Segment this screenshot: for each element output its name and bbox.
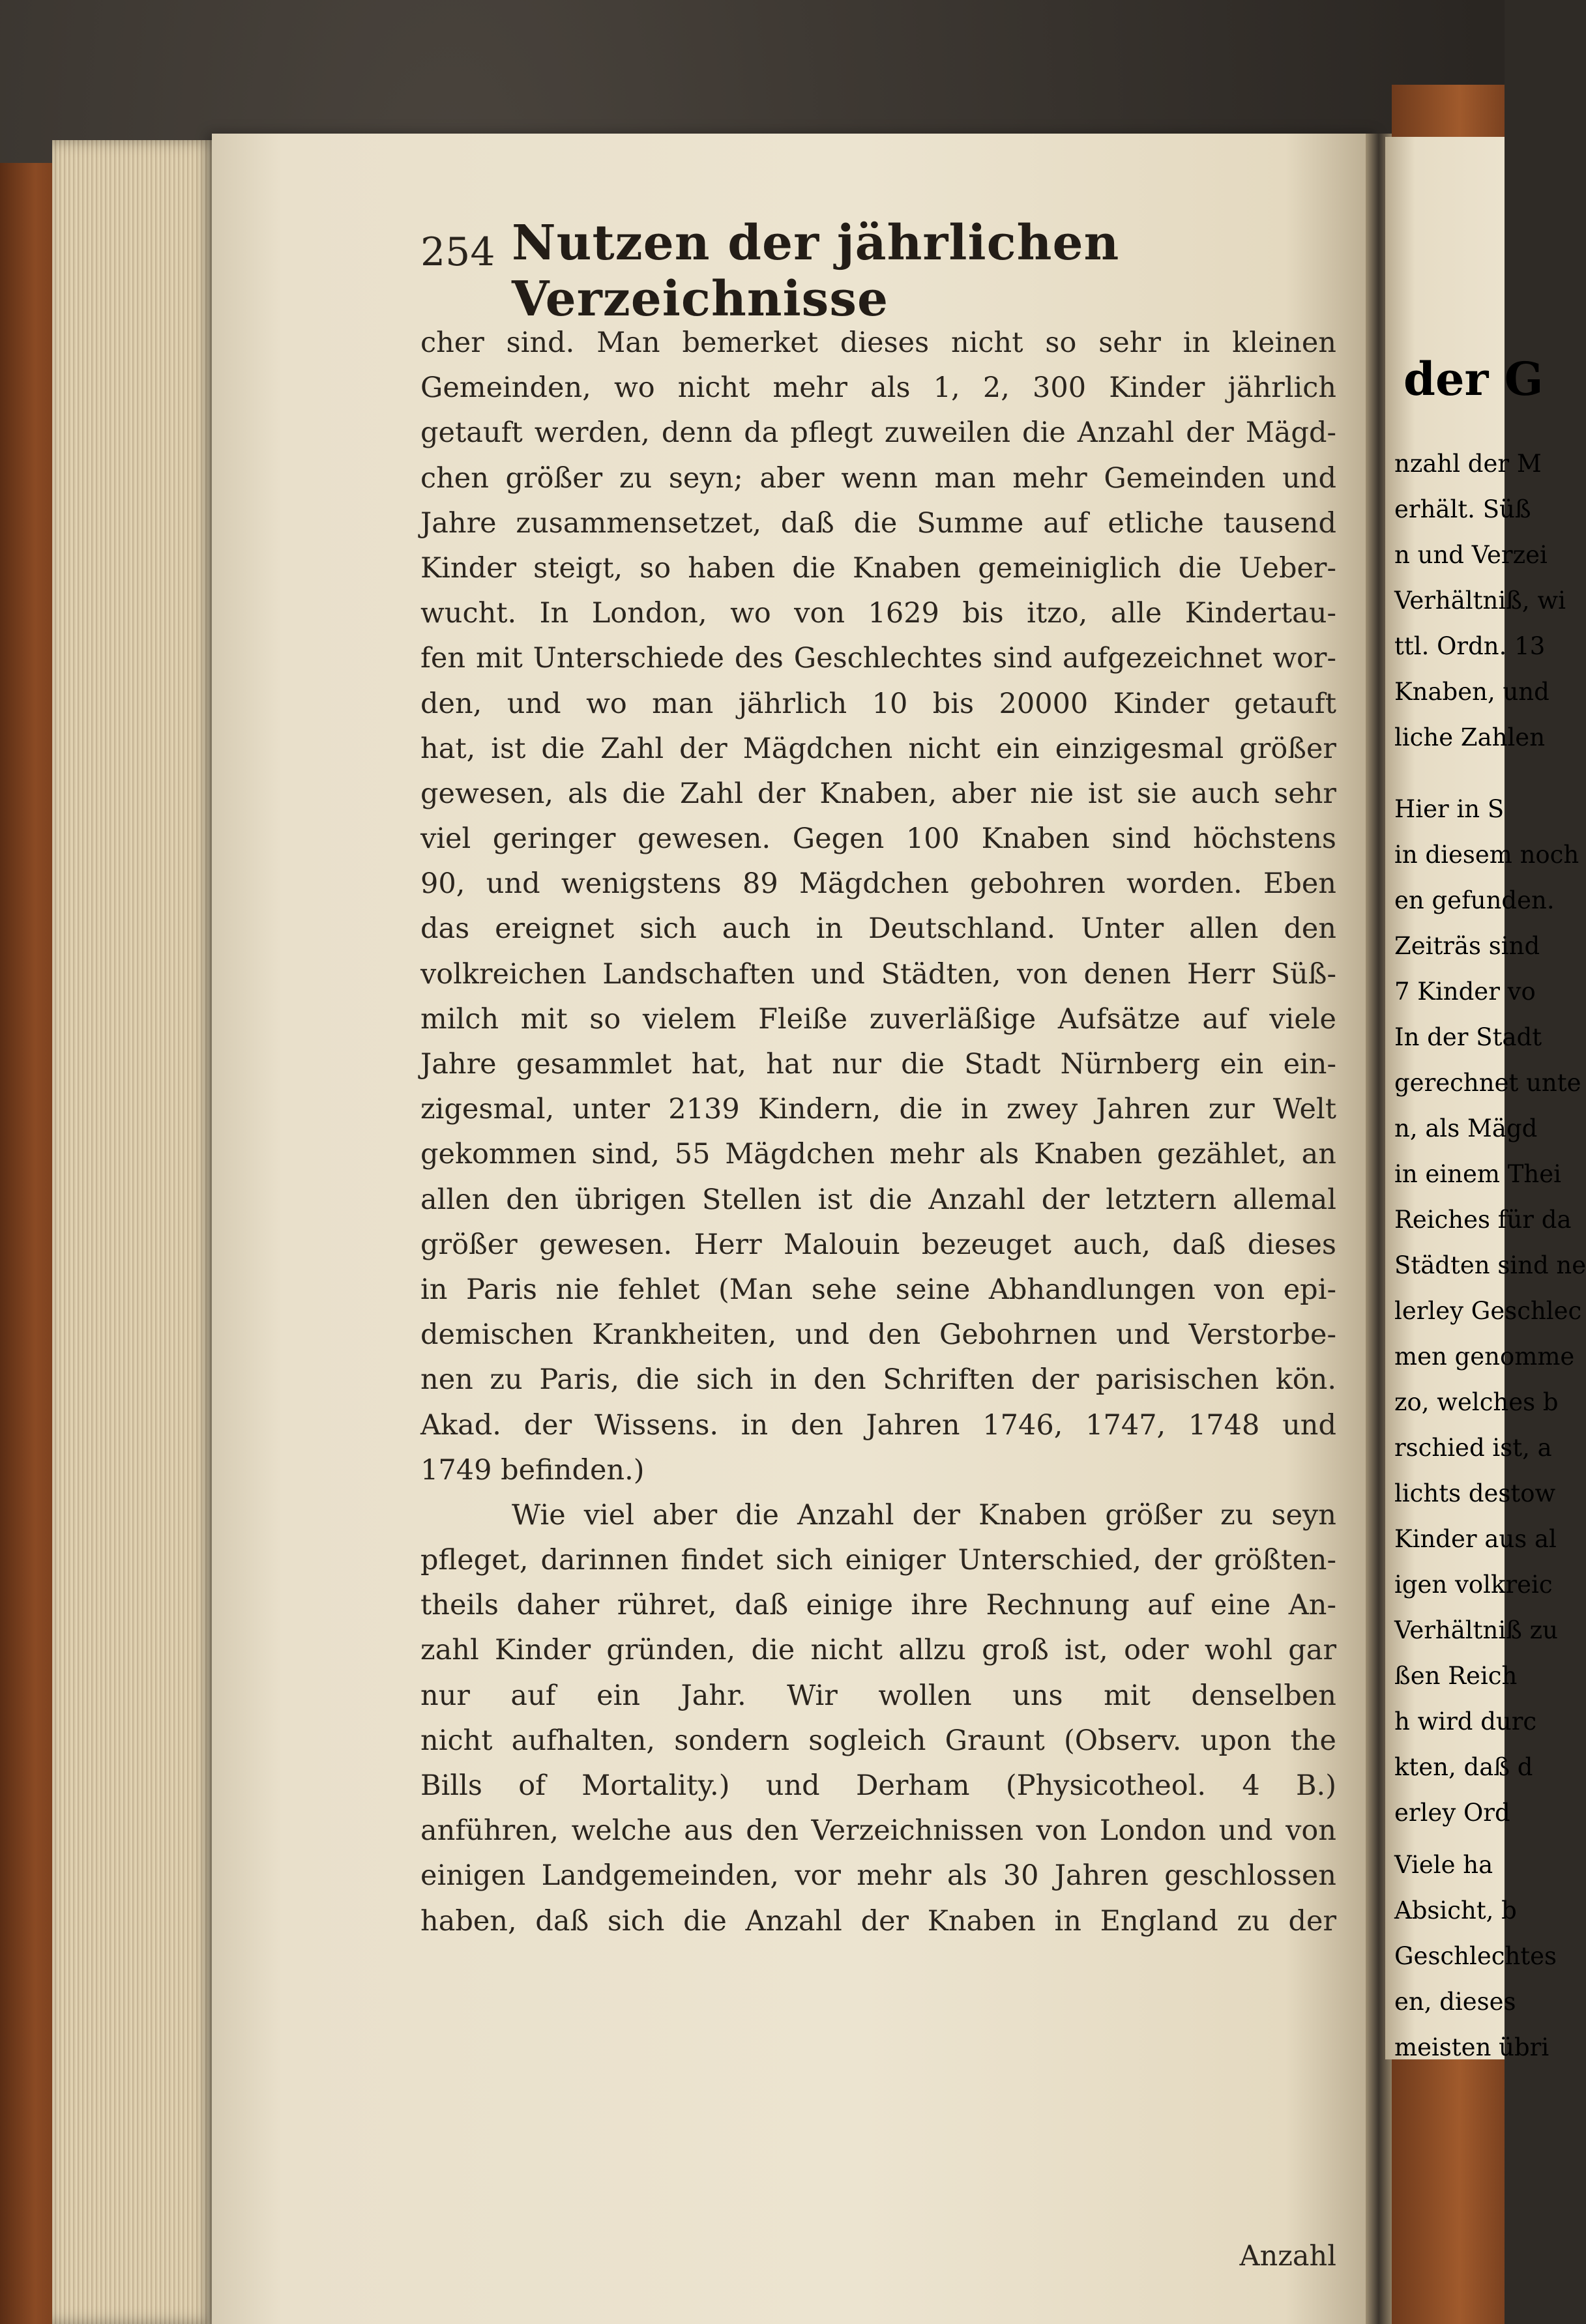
text-line: nicht aufhalten, sondern sogleich Graunt (Observ. upon the bbox=[420, 1724, 1336, 1757]
text-line: Gemeinden, wo nicht mehr als 1, 2, 300 Kinder jährlich bbox=[420, 371, 1336, 405]
text-line: nur auf ein Jahr. Wir wollen uns mit denselben bbox=[420, 1679, 1336, 1712]
text-line: gewesen, als die Zahl der Knaben, aber nie ist sie auch sehr bbox=[420, 777, 1336, 810]
text-line: fen mit Unterschiede des Geschlechtes sind aufgezeichnet wor- bbox=[420, 642, 1336, 675]
text-line: gekommen sind, 55 Mägdchen mehr als Knaben gezählet, an bbox=[420, 1138, 1336, 1171]
text-line: einigen Landgemeinden, vor mehr als 30 Jahren geschlossen bbox=[420, 1859, 1336, 1893]
next-page-running-head: der G bbox=[1403, 352, 1544, 406]
next-page-line: n und Verzei bbox=[1394, 541, 1548, 569]
next-page-line: liche Zahlen bbox=[1394, 723, 1546, 751]
next-page-line: Verhältniß, wi bbox=[1394, 587, 1566, 615]
text-line: pfleget, darinnen findet sich einiger Unterschied, der größten- bbox=[420, 1544, 1336, 1577]
next-page-line: n, als Mägd bbox=[1394, 1114, 1538, 1142]
text-line: anführen, welche aus den Verzeichnissen von London und von bbox=[420, 1814, 1336, 1848]
next-page-line: lerley Geschlec bbox=[1394, 1297, 1582, 1325]
text-line: das ereignet sich auch in Deutschland. Unter allen den bbox=[420, 912, 1336, 946]
right-page-fragment bbox=[1385, 137, 1586, 2061]
next-page-line: en, dieses bbox=[1394, 1988, 1516, 2016]
next-page-line: 7 Kinder vo bbox=[1394, 978, 1536, 1006]
next-page-line: Viele ha bbox=[1394, 1851, 1493, 1879]
next-page-line: erley Ord bbox=[1394, 1799, 1510, 1827]
text-line: hat, ist die Zahl der Mägdchen nicht ein einzigesmal größer bbox=[420, 732, 1336, 765]
next-page-line: Kinder aus al bbox=[1394, 1525, 1557, 1553]
page-number: 254 bbox=[420, 229, 495, 275]
text-line: milch mit so vielem Fleiße zuverläßige Aufsätze auf viele bbox=[420, 1002, 1336, 1036]
next-page-line: lichts destow bbox=[1394, 1479, 1556, 1507]
next-page-line: gerechnet unte bbox=[1394, 1069, 1581, 1097]
next-page-line: erhält. Süß bbox=[1394, 495, 1531, 523]
next-page-line: nzahl der M bbox=[1394, 450, 1542, 478]
next-page-line: Städten sind ne bbox=[1394, 1251, 1586, 1279]
next-page-line: men genomme bbox=[1394, 1343, 1575, 1371]
next-page-line: Verhältniß zu bbox=[1394, 1616, 1558, 1644]
body-text bbox=[420, 321, 1336, 2273]
next-page-line: ttl. Ordn. 13 bbox=[1394, 632, 1546, 660]
text-line: 1749 befinden.) bbox=[420, 1453, 645, 1487]
next-page-line: in diesem noch bbox=[1394, 841, 1579, 869]
next-page-line: zo, welches b bbox=[1394, 1388, 1559, 1416]
next-page-line: Absicht, b bbox=[1394, 1896, 1517, 1925]
next-page-line: Geschlechtes bbox=[1394, 1942, 1557, 1970]
text-line: viel geringer gewesen. Gegen 100 Knaben sind höchstens bbox=[420, 822, 1336, 856]
text-line: nen zu Paris, die sich in den Schriften der parisischen kön. bbox=[420, 1363, 1336, 1397]
text-line: haben, daß sich die Anzahl der Knaben in England zu der bbox=[420, 1904, 1336, 1938]
text-line: Jahre zusammensetzet, daß die Summe auf etliche tausend bbox=[420, 506, 1336, 540]
text-line: Akad. der Wissens. in den Jahren 1746, 1747, 1748 und bbox=[420, 1408, 1336, 1442]
next-page-line: in einem Thei bbox=[1394, 1160, 1561, 1188]
page-edges bbox=[52, 140, 218, 2324]
text-line: theils daher rühret, daß einige ihre Rechnung auf eine An- bbox=[420, 1589, 1336, 1622]
text-line: cher sind. Man bemerket dieses nicht so sehr in kleinen bbox=[420, 327, 1336, 359]
next-page-line: igen volkreic bbox=[1394, 1571, 1553, 1599]
next-page-line: In der Stadt bbox=[1394, 1023, 1542, 1051]
next-page-line: h wird durc bbox=[1394, 1707, 1537, 1736]
text-line: Kinder steigt, so haben die Knaben gemeiniglich die Ueber- bbox=[420, 551, 1336, 585]
next-page-line: en gefunden. bbox=[1394, 886, 1555, 914]
next-page-line: rschied ist, a bbox=[1394, 1434, 1552, 1462]
next-page-line: Reiches für da bbox=[1394, 1206, 1572, 1234]
text-line: zahl Kinder gründen, die nicht allzu groß ist, oder wohl gar bbox=[420, 1634, 1336, 1667]
text-line: allen den übrigen Stellen ist die Anzahl der letztern allemal bbox=[420, 1183, 1336, 1216]
next-page-line: meisten übri bbox=[1394, 2033, 1549, 2061]
text-line: chen größer zu seyn; aber wenn man mehr Gemeinden und bbox=[420, 461, 1336, 495]
text-line: wucht. In London, wo von 1629 bis itzo, alle Kindertau- bbox=[420, 597, 1336, 630]
next-page-line: Zeiträs sind bbox=[1394, 932, 1540, 960]
next-page-line: kten, daß d bbox=[1394, 1753, 1533, 1781]
next-page-line: ßen Reich bbox=[1394, 1662, 1518, 1690]
text-line: in Paris nie fehlet (Man sehe seine Abhandlungen von epi- bbox=[420, 1273, 1336, 1306]
text-line: Jahre gesammlet hat, hat nur die Stadt Nürnberg ein ein- bbox=[420, 1048, 1336, 1081]
text-line: volkreichen Landschaften und Städten, von denen Herr Süß- bbox=[420, 957, 1336, 991]
text-line: 90, und wenigstens 89 Mägdchen gebohren worden. Eben bbox=[420, 867, 1336, 901]
catchword: Anzahl bbox=[1239, 2240, 1336, 2273]
next-page-line: Hier in S bbox=[1394, 795, 1505, 823]
text-line: zigesmal, unter 2139 Kindern, die in zwey Jahren zur Welt bbox=[420, 1093, 1336, 1126]
text-line: den, und wo man jährlich 10 bis 20000 Kinder getauft bbox=[420, 687, 1336, 720]
running-head: Nutzen der jährlichen Verzeichnisse bbox=[512, 215, 1120, 327]
text-line: demischen Krankheiten, und den Gebohrnen und Verstorbe- bbox=[420, 1318, 1336, 1352]
text-line: größer gewesen. Herr Malouin bezeuget auch, daß dieses bbox=[420, 1228, 1336, 1261]
text-line: Bills of Mortality.) und Derham (Physicotheol. 4 B.) bbox=[420, 1769, 1336, 1802]
text-line: Wie viel aber die Anzahl der Knaben größer zu seyn bbox=[512, 1498, 1336, 1532]
text-line: getauft werden, denn da pflegt zuweilen die Anzahl der Mägd- bbox=[420, 416, 1336, 450]
next-page-line: Knaben, und bbox=[1394, 678, 1549, 706]
